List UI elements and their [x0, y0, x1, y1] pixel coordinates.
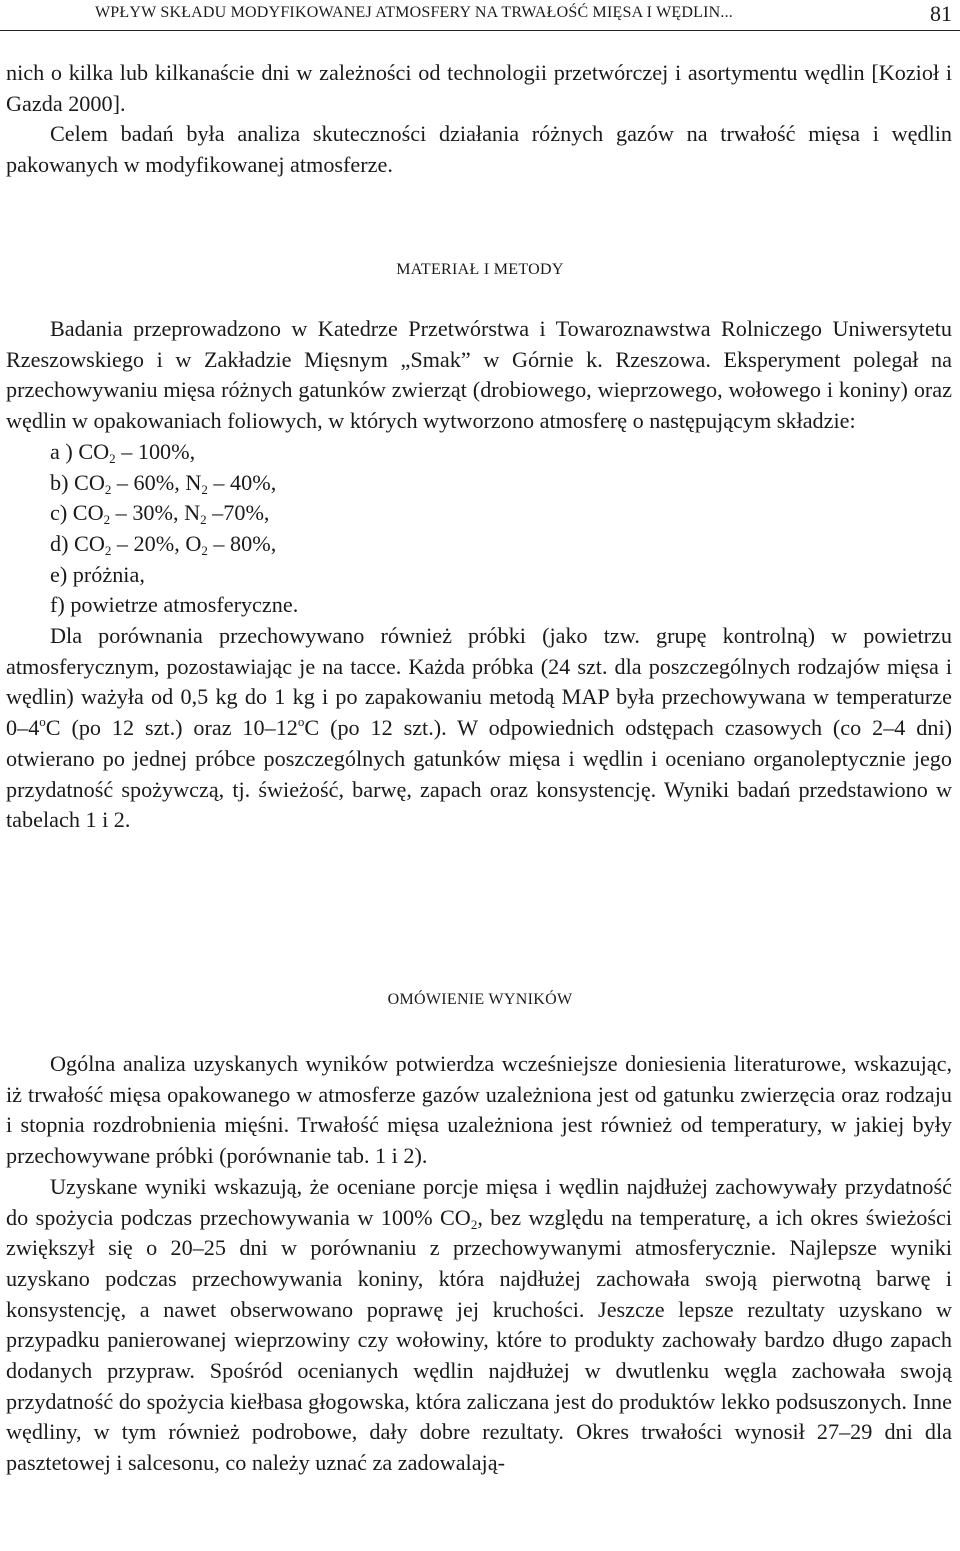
- methods-paragraph-2: Dla porównania przechowywano również próbki (jako tzw. grupę kontrolną) w powietrzu atmosferycznym, pozostawiając je na tacce. Każda próbka (24 szt. dla poszczególnych rodzajów mięsa i wędlin) ważyła od 0,5 kg do 1 kg i po zapakowaniu metodą MAP była przechowywana w temperaturze 0–4$^o$C (po 12 szt.) oraz 10–12$^o$C (po 12 szt.). W odpowiednich odstępach czasowych (co 2–4 dni) otwierano po jednej próbce poszczególnych gatunków mięsa i wędlin i oceniano organoleptycznie jego przydatność spożywczą, tj. świeżość, barwę, zapach oraz konsystencję. Wyniki badań przedstawiono w tabelach 1 i 2.: [6, 623, 952, 833]
- methods-paragraph-1: Badania przeprowadzono w Katedrze Przetwórstwa i Towaroznawstwa Rolniczego Uniwersytetu Rzeszowskiego i w Zakładzie Mięsnym „Smak” w Górnie k. Rzeszowa. Eksperyment polegał na przechowywaniu mięsa różnych gatunków zwierząt (drobiowego, wieprzowego, wołowego i koniny) oraz wędlin w opakowaniach foliowych, w których wytworzono atmosferę o następującym składzie:: [6, 316, 952, 434]
- intro-section: [6, 58, 952, 181]
- list-item: a ) $CO_2 - 100\%$,: [50, 438, 196, 466]
- page-header: [0, 0, 960, 31]
- list-item: f) powietrze atmosferyczne.: [50, 592, 299, 618]
- page-number: 81: [930, 1, 952, 26]
- running-title: WPŁYW SKŁADU MODYFIKOWANEJ ATMOSFERY NA TRWAŁOŚĆ MIĘSA I WĘDLIN...: [95, 4, 733, 21]
- results-paragraph-2: Uzyskane wyniki wskazują, że oceniane porcje mięsa i wędlin najdłużej zachowywały przydatność do spożycia podczas przechowywania w 100% $CO_2$, bez względu na temperaturę, a ich okres świeżości zwiększył się o 20–25 dni w porównaniu z przechowywanymi atmosferycznie. Najlepsze wyniki uzyskano podczas przechowywania koniny, która najdłużej zachowała swoją pierwotną barwę i konsystencję, a nawet obserwowano poprawę jej kruchości. Jeszcze lepsze rezultaty uzyskano w przypadku panierowanej wieprzowiny czy wołowiny, które to produkty zachowały bardzo długo zapach dodanych przypraw. Spośród ocenianych wędlin najdłużej w dwutlenku węgla zachowała swoją przydatność do spożycia kiełbasa głogowska, która zaliczana jest do produktów lekko podsuszonych. Inne wędliny, w tym również podrobowe, dały dobre rezultaty. Okres trwałości wynosił 27–29 dni dla pasztetowej i salcesonu, co należy uznać za zadowalają-: [6, 1173, 953, 1476]
- gas-composition-list: [6, 437, 952, 621]
- list-item: e) próżnia,: [50, 561, 145, 587]
- methods-heading: MATERIAŁ I METODY: [396, 261, 564, 278]
- results-heading: OMÓWIENIE WYNIKÓW: [387, 991, 573, 1008]
- list-item: c) $CO_2 - 30\%$, $N_2$ –70%,: [50, 500, 270, 528]
- list-item: b) $CO_2 - 60\%$, $N_2 - 40\%$,: [50, 469, 277, 497]
- results-paragraph-1: Ogólna analiza uzyskanych wyników potwierdza wcześniejsze doniesienia literaturowe, wskazując, iż trwałość mięsa opakowanego w atmosferze gazów uzależniona jest od gatunku zwierzęcia oraz rodzaju i stopnia rozdrobnienia mięśni. Trwałość mięsa uzależniona jest również od temperatury, w jakiej były przechowywane próbki (porównanie tab. 1 i 2).: [6, 1051, 952, 1169]
- intro-paragraph-2: Celem badań była analiza skuteczności działania różnych gazów na trwałość mięsa i wędlin pakowanych w modyfikowanej atmosferze.: [6, 121, 952, 178]
- list-item: d) $CO_2 - 20\%$, $O_2 - 80\%$,: [50, 530, 277, 558]
- methods-section: [6, 314, 952, 836]
- results-section: [6, 1049, 952, 1479]
- intro-paragraph-1: nich o kilka lub kilkanaście dni w zależności od technologii przetwórczej i asortymentu wędlin [Kozioł i Gazda 2000].: [6, 60, 952, 116]
